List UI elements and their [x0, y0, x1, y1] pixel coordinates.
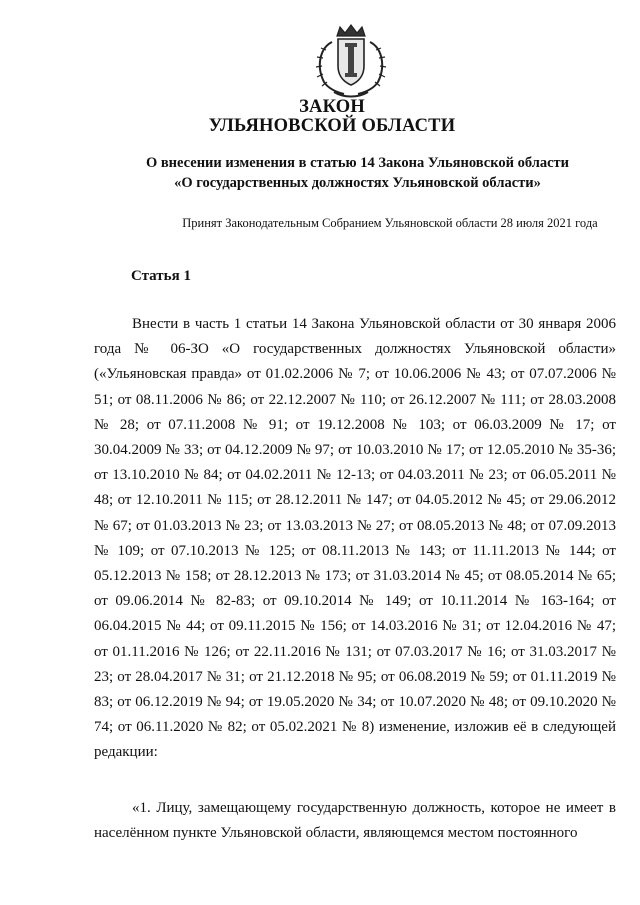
law-subject-line-1: О внесении изменения в статью 14 Закона Ульяновской области: [145, 155, 570, 171]
article-paragraph-1: Внести в часть 1 статьи 14 Закона Ульяновской области от 30 января 2006 года № 06-ЗО «О государственных должностях Ульяновской области» («Ульяновская правда» от 01.02.2006 № 7; от 10.06.2006 № 43; от 07.07.2006 № 51; от 08.11.2006 № 86; от 22.12.2007 № 110; от 26.12.2007 № 111; от 28.03.2008 № 28; от 07.11.2008 № 91; от 19.12.2008 № 103; от 06.03.2009 № 17; от 30.04.2009 № 33; от 04.12.2009 № 97; от 10.03.2010 № 17; от 12.05.2010 № 35-36; от 13.10.2010 № 84; от 04.02.2011 № 12-13; от 04.03.2011 № 23; от 06.05.2011 № 48; от 12.10.2011 № 115; от 28.12.2011 № 147; от 04.05.2012 № 45; от 29.06.2012 № 67; от 01.03.2013 № 23; от 13.03.2013 № 27; от 08.05.2013 № 48; от 07.09.2013 № 109; от 07.10.2013 № 125; от 08.11.2013 № 143; от 11.11.2013 № 144; от 05.12.2013 № 158; от 28.12.2013 № 173; от 31.03.2014 № 45; от 08.05.2014 № 65; от 09.06.2014 № 82-83; от 09.10.2014 № 149; от 10.11.2014 № 163-164; от 06.04.2015 № 44; от 09.11.2015 № 156; от 14.03.2016 № 31; от 12.04.2016 № 47; от 01.11.2016 № 126; от 22.11.2016 № 131; от 07.03.2017 № 16; от 31.03.2017 № 23; от 28.04.2017 № 31; от 21.12.2018 № 95; от 06.08.2019 № 59; от 01.11.2019 № 83; от 06.12.2019 № 94; от 19.05.2020 № 34; от 10.07.2020 № 48; от 09.10.2020 № 74; от 06.11.2020 № 82; от 05.02.2021 № 8) изменение, изложив её в следующей редакции:: [94, 316, 616, 761]
law-subject-line-2: «О государственных должностях Ульяновской области»: [174, 175, 541, 191]
coat-of-arms-icon: [310, 22, 392, 100]
article-heading: Статья 1: [131, 268, 191, 284]
region-title: УЛЬЯНОВСКОЙ ОБЛАСТИ: [208, 116, 456, 136]
article-paragraph-2: «1. Лицу, замещающему государственную должность, которое не имеет в населённом пункте Ульяновской области, являющемся местом постоянного: [94, 800, 616, 842]
doc-type-title: ЗАКОН: [299, 97, 365, 117]
adoption-note: Принят Законодательным Собранием Ульяновской области 28 июля 2021 года: [182, 216, 598, 230]
